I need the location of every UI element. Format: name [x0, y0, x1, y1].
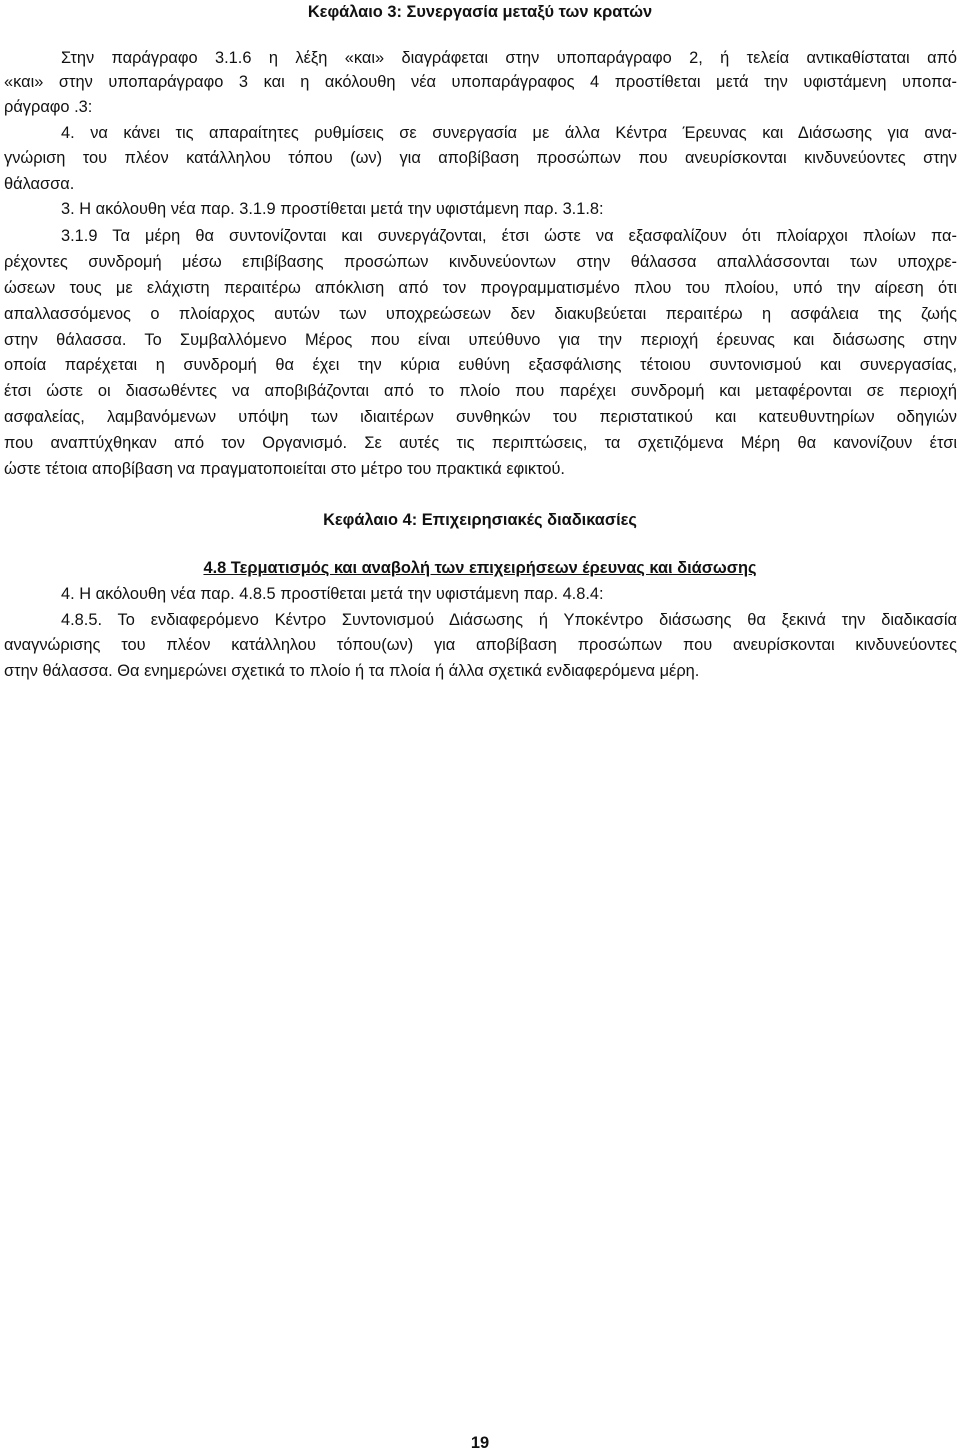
paragraph-line: στην θάλασσα. Θα ενημερώνει σχετικά το πλοίο ή τα πλοία ή άλλα σχετικά ενδιαφερόμενα μέρη. [4, 662, 700, 680]
paragraph-line: έτσι ώστε οι διασωθέντες να αποβιβάζονται από το πλοίο που παρέχει συνδρομή και μεταφέρονται σε περιοχή [4, 382, 957, 400]
paragraph-line: ασφαλείας, λαμβανόμενων υπόψη των ιδιαιτέρων συνθηκών του περιστατικού και κατευθυντηρίων οδηγιών [4, 408, 957, 426]
paragraph-line: που αναπτύχθηκαν από τον Οργανισμό. Σε αυτές τις περιπτώσεις, τα σχετιζόμενα Μέρη θα κανονίζουν έτσι [4, 434, 957, 452]
paragraph-line: απαλλασσόμενος ο πλοίαρχος αυτών των υποχρεώσεων δεν διακυβεύεται περαιτέρω η ασφάλεια της ζωής [4, 305, 957, 323]
paragraph-line: ρέχοντες συνδρομή μέσω επιβίβασης προσώπων κινδυνεύοντων στην θάλασσα απαλλάσσονται των υποχρε- [4, 253, 957, 271]
paragraph-line: ράγραφο .3: [4, 98, 93, 116]
paragraph-line: ώστε τέτοια αποβίβαση να πραγματοποιείται στο μέτρο του πρακτικά εφικτού. [4, 460, 565, 478]
paragraph-line: Στην παράγραφο 3.1.6 η λέξη «και» διαγράφεται στην υποπαράγραφο 2, ή τελεία αντικαθίσταται από [61, 49, 957, 67]
section-4-8-heading [0, 556, 960, 580]
page-number: 19 [470, 1434, 490, 1452]
chapter-3-heading: Κεφάλαιο 3: Συνεργασία μεταξύ των κρατών [307, 3, 653, 21]
paragraph-line: «και» στην υποπαράγραφο 3 και η ακόλουθη νέα υποπαράγραφος 4 προστίθεται μετά την υφιστάμενη υποπα- [4, 73, 957, 91]
paragraph-line: γνώριση του πλέον κατάλληλου τόπου (ων) για αποβίβαση προσώπων που ανευρίσκονται κινδυνεύοντες στην [4, 149, 957, 167]
paragraph-line: στην θάλασσα. Το Συμβαλλόμενο Μέρος που είναι υπεύθυνο για την περιοχή έρευνας και διάσωσης στην [4, 331, 957, 349]
chapter-4-heading: Κεφάλαιο 4: Επιχειρησιακές διαδικασίες [323, 511, 637, 529]
paragraph-line: ώσεων τους με ελάχιστη περαιτέρω απόκλιση από τον προγραμματισμένο πλου του πλοίου, υπό την αίρεση ότι [4, 279, 957, 297]
paragraph-line: οποία παρέχεται η συνδρομή θα έχει την κύρια ευθύνη εξασφάλισης τέτοιου συντονισμού και συνεργασίας, [4, 356, 957, 374]
paragraph-line: αναγνώρισης του πλέον κατάλληλου τόπου(ων) για αποβίβαση προσώπων που ανευρίσκονται κινδυνεύοντες [4, 636, 957, 654]
paragraph-line: θάλασσα. [4, 175, 75, 193]
paragraph-line: 3.1.9 Τα μέρη θα συντονίζονται και συνεργάζονται, έτσι ώστε να εξασφαλίζουν ότι πλοίαρχοι πλοίων πα- [61, 227, 957, 245]
section-4-8-heading-text: 4.8 Τερματισμός και αναβολή των επιχειρήσεων έρευνας και διάσωσης [203, 559, 757, 577]
paragraph-line: 4.8.5. Το ενδιαφερόμενο Κέντρο Συντονισμού Διάσωσης ή Υποκέντρο διάσωσης θα ξεκινά την διαδικασία [61, 611, 957, 629]
paragraph-line: 4. να κάνει τις απαραίτητες ρυθμίσεις σε συνεργασία με άλλα Κέντρα Έρευνας και Διάσωσης για ανα- [61, 124, 957, 142]
paragraph-line: 4. Η ακόλουθη νέα παρ. 4.8.5 προστίθεται μετά την υφιστάμενη παρ. 4.8.4: [61, 585, 604, 603]
paragraph-line: 3. Η ακόλουθη νέα παρ. 3.1.9 προστίθεται μετά την υφιστάμενη παρ. 3.1.8: [61, 200, 604, 218]
